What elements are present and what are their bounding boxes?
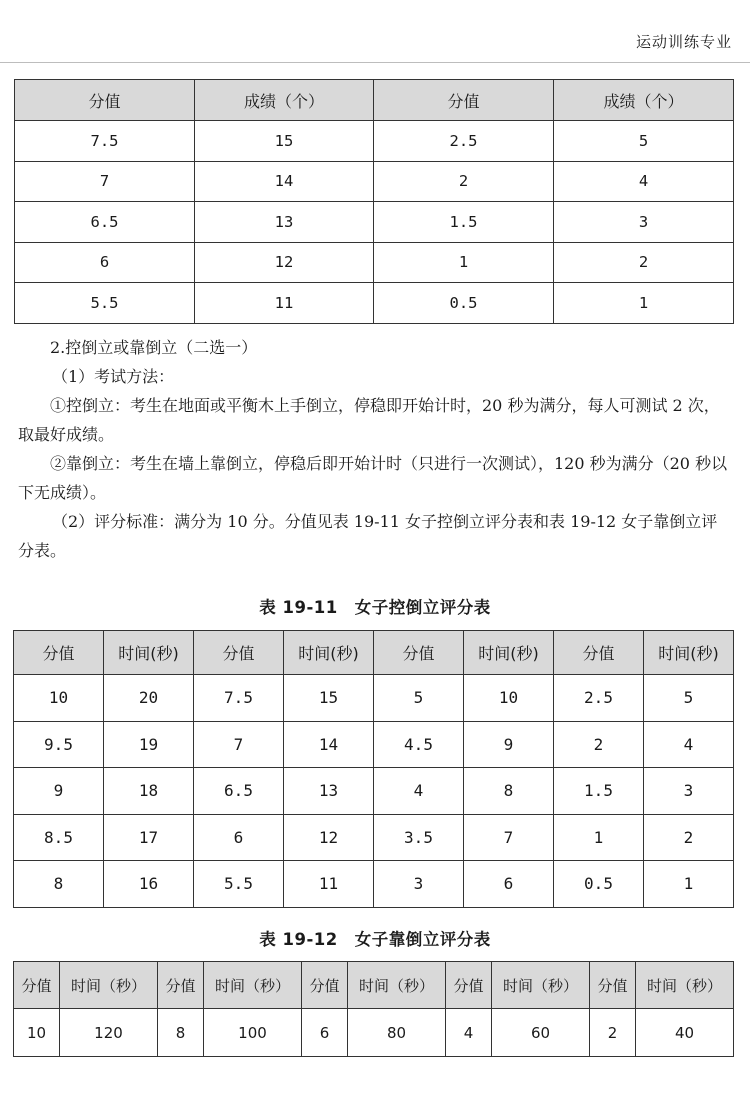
table-cell: 6 xyxy=(464,861,554,908)
table-cell: 7 xyxy=(464,814,554,861)
table-cell: 2 xyxy=(644,814,734,861)
table-cell: 11 xyxy=(195,283,374,324)
table-cell: 60 xyxy=(492,1009,590,1057)
table-cell: 3 xyxy=(554,202,734,243)
table-caption-19-12: 表 19-12 女子靠倒立评分表 xyxy=(259,930,491,949)
table-cell: 4.5 xyxy=(374,721,464,768)
header-divider xyxy=(0,62,750,63)
table-cell: 19 xyxy=(104,721,194,768)
table-row xyxy=(15,161,734,202)
column-header: 时间(秒) xyxy=(644,631,734,675)
table-cell: 1 xyxy=(554,283,734,324)
table-cell: 1 xyxy=(644,861,734,908)
column-header: 分值 xyxy=(374,80,554,121)
table-cell: 1.5 xyxy=(554,768,644,815)
table-cell: 18 xyxy=(104,768,194,815)
column-header: 时间（秒） xyxy=(60,962,158,1009)
column-header: 分值 xyxy=(158,962,204,1009)
column-header: 时间(秒) xyxy=(464,631,554,675)
column-header: 时间(秒) xyxy=(104,631,194,675)
section-heading: 2.控倒立或靠倒立（二选一） xyxy=(50,338,258,357)
score-table-19-11 xyxy=(13,630,734,908)
table-cell: 3.5 xyxy=(374,814,464,861)
table-cell: 0.5 xyxy=(374,283,554,324)
table-row xyxy=(15,202,734,243)
column-header: 时间（秒） xyxy=(492,962,590,1009)
table-cell: 0.5 xyxy=(554,861,644,908)
column-header: 分值 xyxy=(14,631,104,675)
table-cell: 11 xyxy=(284,861,374,908)
table-cell: 7.5 xyxy=(194,675,284,722)
table-cell: 15 xyxy=(195,121,374,162)
table-cell: 1 xyxy=(554,814,644,861)
column-header: 分值 xyxy=(14,962,60,1009)
table-cell: 8 xyxy=(14,861,104,908)
score-table-reps xyxy=(14,79,734,324)
table-cell: 2.5 xyxy=(554,675,644,722)
method-item-wall-handstand: ②靠倒立：考生在墙上靠倒立，停稳后即开始计时（只进行一次测试），120 秒为满分（20 秒以下无成绩）。 xyxy=(18,454,728,502)
table-cell: 4 xyxy=(374,768,464,815)
table-cell: 10 xyxy=(14,675,104,722)
table-cell: 9 xyxy=(464,721,554,768)
table-cell: 8.5 xyxy=(14,814,104,861)
table-row xyxy=(14,768,734,815)
table-cell: 2 xyxy=(554,721,644,768)
column-header: 成绩（个） xyxy=(195,80,374,121)
table-cell: 6 xyxy=(194,814,284,861)
table-row xyxy=(15,242,734,283)
table-row xyxy=(14,721,734,768)
column-header: 分值 xyxy=(590,962,636,1009)
column-header: 时间（秒） xyxy=(348,962,446,1009)
table-row xyxy=(14,861,734,908)
table-cell: 12 xyxy=(195,242,374,283)
running-header: 运动训练专业 xyxy=(635,33,732,51)
table-cell: 2.5 xyxy=(374,121,554,162)
table-cell: 7 xyxy=(15,161,195,202)
table-cell: 7 xyxy=(194,721,284,768)
table-cell: 13 xyxy=(195,202,374,243)
table-cell: 8 xyxy=(158,1009,204,1057)
table-cell: 14 xyxy=(284,721,374,768)
table-cell: 16 xyxy=(104,861,194,908)
table-row xyxy=(14,1009,734,1057)
table-cell: 10 xyxy=(14,1009,60,1057)
table-cell: 5.5 xyxy=(194,861,284,908)
score-table-19-12 xyxy=(13,961,734,1057)
table-cell: 20 xyxy=(104,675,194,722)
method-item-handstand: ①控倒立：考生在地面或平衡木上手倒立，停稳即开始计时，20 秒为满分，每人可测试 2 次，取最好成绩。 xyxy=(18,396,720,444)
table-cell: 120 xyxy=(60,1009,158,1057)
table-row xyxy=(15,121,734,162)
table-cell: 14 xyxy=(195,161,374,202)
table-cell: 4 xyxy=(446,1009,492,1057)
table-row xyxy=(14,675,734,722)
column-header: 分值 xyxy=(15,80,195,121)
scoring-standard: （2）评分标准：满分为 10 分。分值见表 19-11 女子控倒立评分表和表 19-12 女子靠倒立评分表。 xyxy=(18,512,718,560)
table-cell: 5 xyxy=(644,675,734,722)
table-cell: 3 xyxy=(374,861,464,908)
table-row xyxy=(15,283,734,324)
table-cell: 80 xyxy=(348,1009,446,1057)
table-cell: 40 xyxy=(636,1009,734,1057)
table-header-row xyxy=(14,962,734,1009)
table-cell: 2 xyxy=(374,161,554,202)
table-header-row xyxy=(15,80,734,121)
table-cell: 6.5 xyxy=(194,768,284,815)
table-caption-19-11: 表 19-11 女子控倒立评分表 xyxy=(259,598,491,617)
table-cell: 6 xyxy=(302,1009,348,1057)
table-header-row xyxy=(14,631,734,675)
table-cell: 8 xyxy=(464,768,554,815)
table-cell: 4 xyxy=(554,161,734,202)
table-cell: 1.5 xyxy=(374,202,554,243)
table-row xyxy=(14,814,734,861)
column-header: 分值 xyxy=(374,631,464,675)
table-cell: 10 xyxy=(464,675,554,722)
table-cell: 5.5 xyxy=(15,283,195,324)
table-cell: 4 xyxy=(644,721,734,768)
column-header: 分值 xyxy=(446,962,492,1009)
column-header: 时间（秒） xyxy=(204,962,302,1009)
table-cell: 2 xyxy=(554,242,734,283)
column-header: 时间(秒) xyxy=(284,631,374,675)
table-cell: 12 xyxy=(284,814,374,861)
method-label: （1）考试方法： xyxy=(52,367,175,386)
table-cell: 2 xyxy=(590,1009,636,1057)
table-cell: 15 xyxy=(284,675,374,722)
column-header: 分值 xyxy=(302,962,348,1009)
table-cell: 5 xyxy=(554,121,734,162)
table-cell: 17 xyxy=(104,814,194,861)
table-cell: 3 xyxy=(644,768,734,815)
table-cell: 9 xyxy=(14,768,104,815)
table-cell: 9.5 xyxy=(14,721,104,768)
column-header: 分值 xyxy=(554,631,644,675)
table-cell: 6 xyxy=(15,242,195,283)
table-cell: 6.5 xyxy=(15,202,195,243)
table-cell: 5 xyxy=(374,675,464,722)
table-cell: 1 xyxy=(374,242,554,283)
column-header: 时间（秒） xyxy=(636,962,734,1009)
table-cell: 100 xyxy=(204,1009,302,1057)
table-cell: 13 xyxy=(284,768,374,815)
column-header: 分值 xyxy=(194,631,284,675)
column-header: 成绩（个） xyxy=(554,80,734,121)
table-cell: 7.5 xyxy=(15,121,195,162)
